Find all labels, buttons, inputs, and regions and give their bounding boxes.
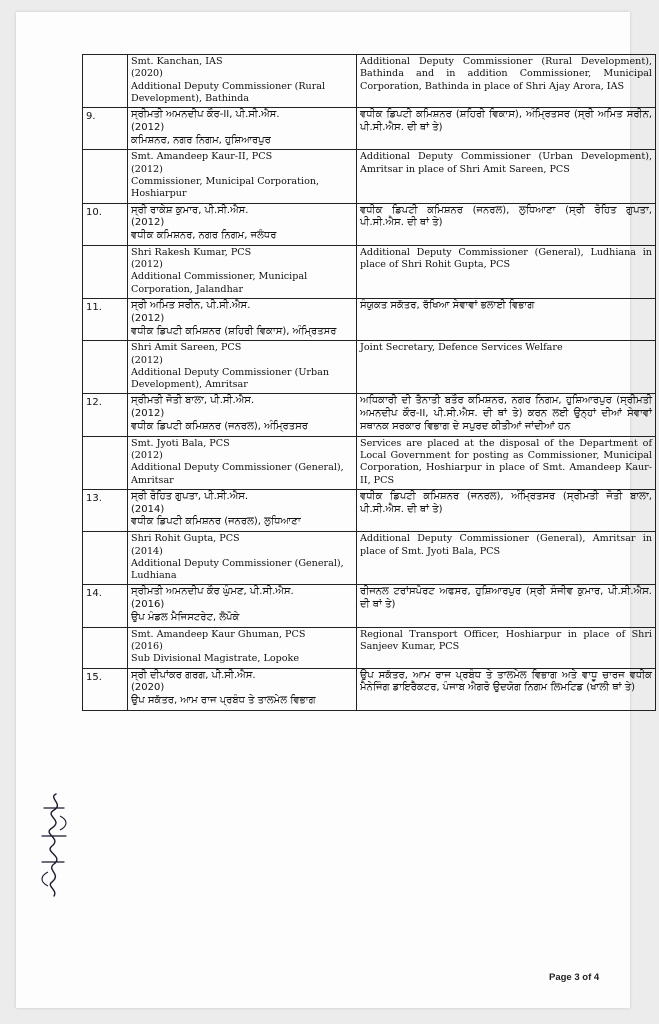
officer-current-post: ਕਮਿਸ਼ਨਰ, ਨਗਰ ਨਿਗਮ, ਹੁਸ਼ਿਆਰਪੁਰ: [131, 134, 271, 146]
officer-details-cell: [128, 394, 357, 436]
officer-name: Smt. Jyoti Bala, PCS: [131, 437, 230, 449]
table-row: [83, 298, 656, 340]
officer-name: Shri Amit Sareen, PCS: [131, 342, 242, 354]
new-posting-cell: Additional Deputy Commissioner (Urban Development), Amritsar in place of Shri Amit Sareen, PCS: [357, 150, 656, 203]
new-posting-cell: Additional Deputy Commissioner (General), Amritsar in place of Smt. Jyoti Bala, PCS: [357, 532, 656, 585]
officer-name: ਸ੍ਰੀਮਤੀ ਅਮਨਦੀਪ ਕੌਰ ਘੁੰਮਣ, ਪੀ.ਸੀ.ਐਸ.: [131, 586, 294, 598]
officer-details-cell: [128, 298, 357, 340]
transfer-orders-table: [82, 54, 656, 711]
table-row: [83, 203, 656, 245]
officer-batch: (2012): [131, 163, 163, 175]
officer-details-cell: [128, 532, 357, 585]
officer-details-cell: [128, 436, 357, 489]
officer-details-cell: [128, 585, 357, 627]
new-posting-cell: ਸੰਯੁਕਤ ਸਕੱਤਰ, ਰੱਖਿਆ ਸੇਵਾਵਾਂ ਭਲਾਈ ਵਿਭਾਗ: [357, 298, 656, 340]
serial-number-cell: 12.: [83, 394, 128, 436]
officer-details-cell: [128, 341, 357, 394]
officer-current-post: ਉਪ ਮੰਡਲ ਮੈਜਿਸਟਰੇਟ, ਲੋਪੋਕੇ: [131, 611, 240, 623]
table-row: [83, 341, 656, 394]
new-posting-cell: ਰੀਜਨਲ ਟਰਾਂਸਪੋਰਟ ਅਫਸਰ, ਹੁਸ਼ਿਆਰਪੁਰ (ਸ੍ਰੀ ਸੰਜੀਵ ਕੁਮਾਰ, ਪੀ.ਸੀ.ਐਸ. ਦੀ ਥਾਂ ਤੇ): [357, 585, 656, 627]
officer-name: ਸ੍ਰੀ ਰਾਕੇਸ਼ ਕੁਮਾਰ, ਪੀ.ਸੀ.ਐਸ.: [131, 204, 249, 216]
new-posting-cell: Services are placed at the disposal of the Department of Local Government for posting as Commissioner, Municipal Corporation, Hoshiarpur in place of Smt. Amandeep Kaur-II, PCS: [357, 436, 656, 489]
officer-current-post: ਵਧੀਕ ਡਿਪਟੀ ਕਮਿਸ਼ਨਰ (ਜਨਰਲ), ਲੁਧਿਆਣਾ: [131, 516, 301, 528]
table-row: [83, 394, 656, 436]
officer-current-post: Commissioner, Municipal Corporation, Hoshiarpur: [131, 175, 320, 200]
officer-details-cell: [128, 627, 357, 668]
officer-details-cell: [128, 108, 357, 150]
serial-number-cell: 11.: [83, 298, 128, 340]
serial-number-cell: 10.: [83, 203, 128, 245]
document-page: [16, 12, 652, 1008]
officer-batch: (2012): [131, 312, 165, 324]
page-number: Page 3 of 4: [549, 972, 600, 983]
officer-details-cell: [128, 150, 357, 203]
serial-number-cell: [83, 627, 128, 668]
officer-name: Smt. Amandeep Kaur-II, PCS: [131, 151, 273, 163]
officer-batch: (2012): [131, 408, 165, 420]
officer-details-cell: [128, 55, 357, 108]
officer-current-post: ਵਧੀਕ ਡਿਪਟੀ ਕਮਿਸ਼ਨਰ (ਜਨਰਲ), ਅੰਮ੍ਰਿਤਸਰ: [131, 421, 309, 433]
serial-number-cell: [83, 532, 128, 585]
serial-number-cell: 15.: [83, 668, 128, 710]
officer-batch: (2012): [131, 450, 163, 462]
officer-name: Shri Rohit Gupta, PCS: [131, 533, 240, 545]
officer-name: ਸ੍ਰੀ ਰੋਹਿਤ ਗੁਪਤਾ, ਪੀ.ਸੀ.ਐਸ.: [131, 490, 249, 502]
serial-number-cell: [83, 150, 128, 203]
table-row: [83, 150, 656, 203]
officer-batch: (2014): [131, 545, 163, 557]
officer-current-post: Sub Divisional Magistrate, Lopoke: [131, 653, 299, 665]
new-posting-cell: Joint Secretary, Defence Services Welfare: [357, 341, 656, 394]
serial-number-cell: [83, 245, 128, 298]
officer-name: ਸ੍ਰੀ ਅਮਿਤ ਸਰੀਨ, ਪੀ.ਸੀ.ਐਸ.: [131, 299, 251, 311]
table-row: [83, 489, 656, 531]
officer-batch: (2012): [131, 259, 163, 271]
new-posting-cell: ਅਧਿਕਾਰੀ ਦੀ ਤੈਨਾਤੀ ਬਤੌਰ ਕਮਿਸ਼ਨਰ, ਨਗਰ ਨਿਗਮ, ਹੁਸ਼ਿਆਰਪੁਰ (ਸ੍ਰੀਮਤੀ ਅਮਨਦੀਪ ਕੌਰ-II, ਪੀ.ਸੀ.ਐਸ. ਦੀ ਥਾਂ ਤੇ) ਕਰਨ ਲਈ ਉਨ੍ਹਾਂ ਦੀਆਂ ਸੇਵਾਵਾਂ ਸਥਾਨਕ ਸਰਕਾਰ ਵਿਭਾਗ ਦੇ ਸਪੁਰਦ ਕੀਤੀਆਂ ਜਾਂਦੀਆਂ ਹਨ: [357, 394, 656, 436]
new-posting-cell: Additional Deputy Commissioner (General), Ludhiana in place of Shri Rohit Gupta, PCS: [357, 245, 656, 298]
officer-batch: (2014): [131, 503, 165, 515]
table-row: [83, 436, 656, 489]
officer-current-post: Additional Deputy Commissioner (Rural Development), Bathinda: [131, 80, 326, 104]
officer-details-cell: [128, 203, 357, 245]
table-row: [83, 585, 656, 627]
table-row: [83, 532, 656, 585]
officer-current-post: ਉਪ ਸਕੱਤਰ, ਆਮ ਰਾਜ ਪ੍ਰਬੰਧ ਤੇ ਤਾਲਮੇਲ ਵਿਭਾਗ: [131, 695, 316, 707]
new-posting-cell: Additional Deputy Commissioner (Rural Development), Bathinda and in addition Commissioner, Municipal Corporation, Bathinda in place of Shri Ajay Arora, IAS: [357, 55, 656, 108]
table-row: [83, 627, 656, 668]
officer-batch: (2020): [131, 68, 163, 80]
officer-batch: (2020): [131, 682, 165, 694]
officer-name: ਸ੍ਰੀ ਦੀਪਾਂਕਰ ਗਰਗ, ਪੀ.ਸੀ.ਐਸ.: [131, 669, 256, 681]
officer-name: Smt. Amandeep Kaur Ghuman, PCS: [131, 628, 306, 640]
officer-current-post: Additional Deputy Commissioner (General), Ludhiana: [131, 557, 344, 582]
officer-batch: (2012): [131, 121, 165, 133]
officer-name: ਸ੍ਰੀਮਤੀ ਅਮਨਦੀਪ ਕੌਰ-II, ਪੀ.ਸੀ.ਐਸ.: [131, 109, 280, 121]
officer-batch: (2016): [131, 599, 165, 611]
new-posting-cell: ਵਧੀਕ ਡਿਪਟੀ ਕਮਿਸ਼ਨਰ (ਜਨਰਲ), ਲੁਧਿਆਣਾ (ਸ੍ਰੀ ਰੋਹਿਤ ਗੁਪਤਾ, ਪੀ.ਸੀ.ਐਸ. ਦੀ ਥਾਂ ਤੇ): [357, 203, 656, 245]
officer-current-post: Additional Deputy Commissioner (Urban Development), Amritsar: [131, 366, 330, 391]
table-body: [83, 55, 656, 711]
serial-number-cell: [83, 55, 128, 108]
serial-number-cell: 13.: [83, 489, 128, 531]
table-row: [83, 245, 656, 298]
table-row: [83, 108, 656, 150]
officer-details-cell: [128, 489, 357, 531]
serial-number-cell: 9.: [83, 108, 128, 150]
new-posting-cell: ਉਪ ਸਕੱਤਰ, ਆਮ ਰਾਜ ਪ੍ਰਬੰਧ ਤੇ ਤਾਲਮੇਲ ਵਿਭਾਗ ਅਤੇ ਵਾਧੂ ਚਾਰਜ ਵਧੀਕ ਮੈਨੇਜਿੰਗ ਡਾਇਰੈਕਟਰ, ਪੰਜਾਬ ਐਗਰੋ ਉਦਯੋਗ ਨਿਗਮ ਲਿਮਟਿਡ (ਖਾਲੀ ਥਾਂ ਤੇ): [357, 668, 656, 710]
officer-current-post: Additional Deputy Commissioner (General), Amritsar: [131, 462, 344, 486]
table-row: [83, 55, 656, 108]
officer-current-post: ਵਧੀਕ ਡਿਪਟੀ ਕਮਿਸ਼ਨਰ (ਸ਼ਹਿਰੀ ਵਿਕਾਸ), ਅੰਮ੍ਰਿਤਸਰ: [131, 325, 337, 337]
serial-number-cell: [83, 436, 128, 489]
officer-name: Shri Rakesh Kumar, PCS: [131, 246, 252, 258]
officer-details-cell: [128, 668, 357, 710]
officer-batch: (2012): [131, 217, 165, 229]
serial-number-cell: [83, 341, 128, 394]
handwritten-signature: [34, 790, 74, 900]
officer-current-post: ਵਧੀਕ ਕਮਿਸ਼ਨਰ, ਨਗਰ ਨਿਗਮ, ਜਲੰਧਰ: [131, 230, 277, 242]
new-posting-cell: Regional Transport Officer, Hoshiarpur in place of Shri Sanjeev Kumar, PCS: [357, 627, 656, 668]
officer-name: ਸ੍ਰੀਮਤੀ ਜੋਤੀ ਬਾਲਾ, ਪੀ.ਸੀ.ਐਸ.: [131, 395, 255, 407]
officer-batch: (2012): [131, 354, 163, 366]
new-posting-cell: ਵਧੀਕ ਡਿਪਟੀ ਕਮਿਸ਼ਨਰ (ਸ਼ਹਿਰੀ ਵਿਕਾਸ), ਅੰਮ੍ਰਿਤਸਰ (ਸ੍ਰੀ ਅਮਿਤ ਸਰੀਨ, ਪੀ.ਸੀ.ਐਸ. ਦੀ ਥਾਂ ਤੇ): [357, 108, 656, 150]
table-row: [83, 668, 656, 710]
officer-details-cell: [128, 245, 357, 298]
serial-number-cell: 14.: [83, 585, 128, 627]
officer-batch: (2016): [131, 640, 163, 652]
new-posting-cell: ਵਧੀਕ ਡਿਪਟੀ ਕਮਿਸ਼ਨਰ (ਜਨਰਲ), ਅੰਮ੍ਰਿਤਸਰ (ਸ੍ਰੀਮਤੀ ਜੋਤੀ ਬਾਲਾ, ਪੀ.ਸੀ.ਐਸ. ਦੀ ਥਾਂ ਤੇ): [357, 489, 656, 531]
officer-name: Smt. Kanchan, IAS: [131, 56, 223, 67]
officer-current-post: Additional Commissioner, Municipal Corporation, Jalandhar: [131, 271, 308, 295]
